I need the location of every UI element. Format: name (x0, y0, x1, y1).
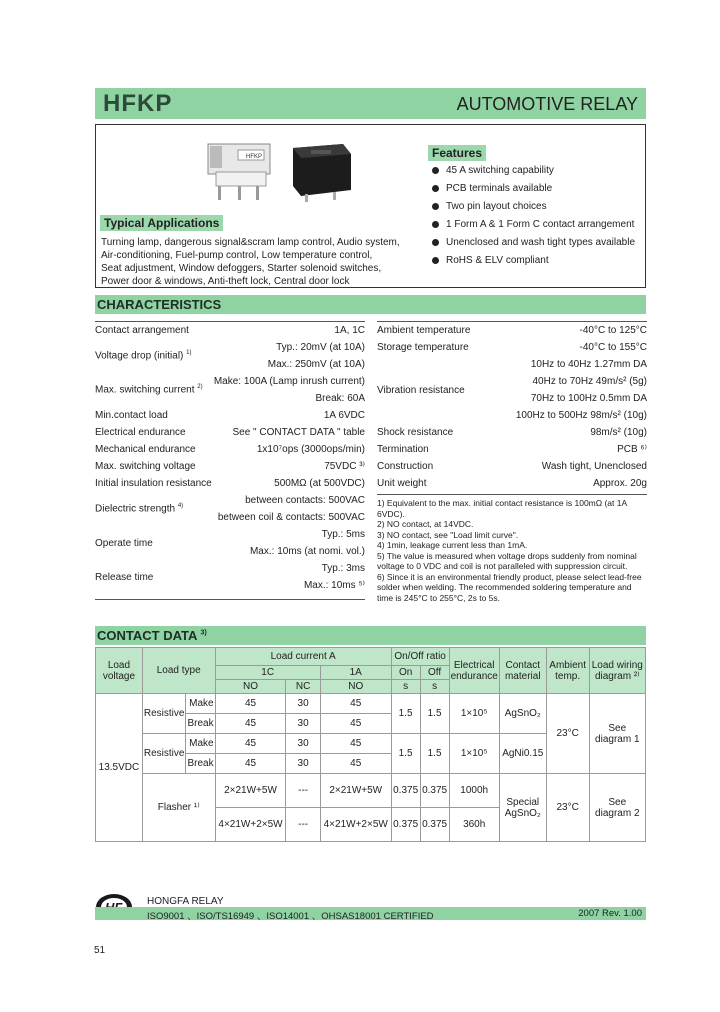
certifications: ISO9001 、ISO/TS16949 、ISO14001 、OHSAS18001 CERTIFIED (147, 911, 434, 922)
applications-heading: Typical Applications (100, 215, 223, 231)
bullet-icon (432, 203, 439, 210)
relay-photo-sealed (287, 138, 357, 206)
page-number: 51 (94, 945, 106, 956)
contact-data-table: Load voltage Load type Load current A On/Off ratio Electrical endurance Contact material Ambient temp. Load wiring diagram ²⁾ 1C 1A On Off NO NC NO s s 13.5VDC Resistive Make 45 30 45 1.5 1.5 1×10⁵ AgSnO₂ 23°C See diagram 1 Break 45 30 45 Resistive Make 45 30 45 1.5 1.5 1×10⁵ AgNi0.15 Break 45 30 45 Flasher ¹⁾ 2×21W+5W --- 2×21W+5W 0.375 0.375 1000h Special AgSnO₂ 23°C See diagram 2 4×21W+2×5W --- 4×21W+2×5W 0.375 0.375 360h (95, 647, 646, 842)
model-name: HFKP (103, 90, 173, 117)
relay-photo-open (198, 136, 278, 206)
load-voltage: 13.5VDC (96, 694, 143, 842)
characteristics-heading: CHARACTERISTICS (97, 297, 222, 312)
company-name: HONGFA RELAY (147, 896, 224, 907)
characteristics-notes: 1) Equivalent to the max. initial contact resistance is 100mΩ (at 1A 6VDC). 2) NO contact, at 14VDC. 3) NO contact, see "Load limit curve". 4) 1min, leakage current less than 1mA. 5) The value is measured when voltage drops suddenly from nominal voltage to 0 VDC and coil is not paralleled with suppression circuit. 6) Since it is an environmental friendly product, please select lead-free solder when welding. The recommended soldering temperature and time is 245°C to 255°C, 2s to 5s. (377, 494, 647, 603)
applications-text: Turning lamp, dangerous signal&scram lamp control, Audio system, Air-conditioning, Fuel-pump control, Low temperature control, Seat adjustment, Window defoggers, Starter solenoid switches, Power door & windows, Anti-theft lock, Central door lock (101, 237, 400, 287)
bullet-icon (432, 239, 439, 246)
contact-data-heading-bar (95, 626, 646, 645)
feature-item: PCB terminals available (432, 183, 552, 194)
applications-heading-box (100, 215, 223, 231)
divider (95, 599, 365, 600)
bullet-icon (432, 221, 439, 228)
feature-item: Two pin layout choices (432, 201, 547, 212)
bullet-icon (432, 257, 439, 264)
document-title: AUTOMOTIVE RELAY (456, 94, 638, 114)
footer-bar (95, 907, 646, 920)
features-heading-box (428, 145, 486, 161)
contact-data-heading: CONTACT DATA $^{3)}$ (97, 628, 207, 643)
bullet-icon (432, 167, 439, 174)
characteristics-left: Contact arrangement 1A, 1C Voltage drop (initial) $^{1)}$ Typ.: 20mV (at 10A) Max.: 250mV (at 10A) Max. switching current $^{2)}$ Make: 100A (Lamp inrush current) Break: 60A Min.contact load 1A 6VDC Electrical endurance See " CONTACT DATA " table Mechanical endurance 1x10⁷ops (3000ops/min) Max. switching voltage 75VDC ³⁾ Initial insulation resistance 500MΩ (at 500VDC) Dielectric strength $^{4)}$ between contacts: 500VAC between coil & contacts: 500VAC Operate time Typ.: 5ms Max.: 10ms (at nomi. vol.) Release time Typ.: 3ms Max.: 10ms ⁵⁾ (95, 321, 365, 594)
feature-item: RoHS & ELV compliant (432, 255, 549, 266)
bullet-icon (432, 185, 439, 192)
characteristics-right: Ambient temperature -40°C to 125°C Storage temperature -40°C to 155°C Vibration resistance 10Hz to 40Hz 1.27mm DA 40Hz to 70Hz 49m/s² (5g) 70Hz to 100Hz 0.5mm DA 100Hz to 500Hz 98m/s² (10g) Shock resistance 98m/s² (10g) Termination PCB ⁶⁾ Construction Wash tight, Unenclosed Unit weight Approx. 20g 1) Equivalent to the max. initial contact resistance is 100mΩ (at 1A 6VDC). 2) NO contact, at 14VDC. 3) NO contact, see "Load limit curve". 4) 1min, leakage current less than 1mA. 5) The value is measured when voltage drops suddenly from nominal voltage to 0 VDC and coil is not paralleled with suppression circuit. 6) Since it is an environmental friendly product, please select lead-free solder when welding. The recommended soldering temperature and time is 245°C to 255°C, 2s to 5s. (377, 321, 647, 603)
product-label: HFKP (246, 154, 263, 160)
features-heading: Features (428, 145, 486, 161)
revision: 2007 Rev. 1.00 (578, 908, 642, 919)
feature-item: Unenclosed and wash tight types available (432, 237, 635, 248)
header-bar (95, 88, 646, 119)
feature-item: 45 A switching capability (432, 165, 554, 176)
feature-item: 1 Form A & 1 Form C contact arrangement (432, 219, 634, 230)
characteristics-heading-bar (95, 295, 646, 314)
